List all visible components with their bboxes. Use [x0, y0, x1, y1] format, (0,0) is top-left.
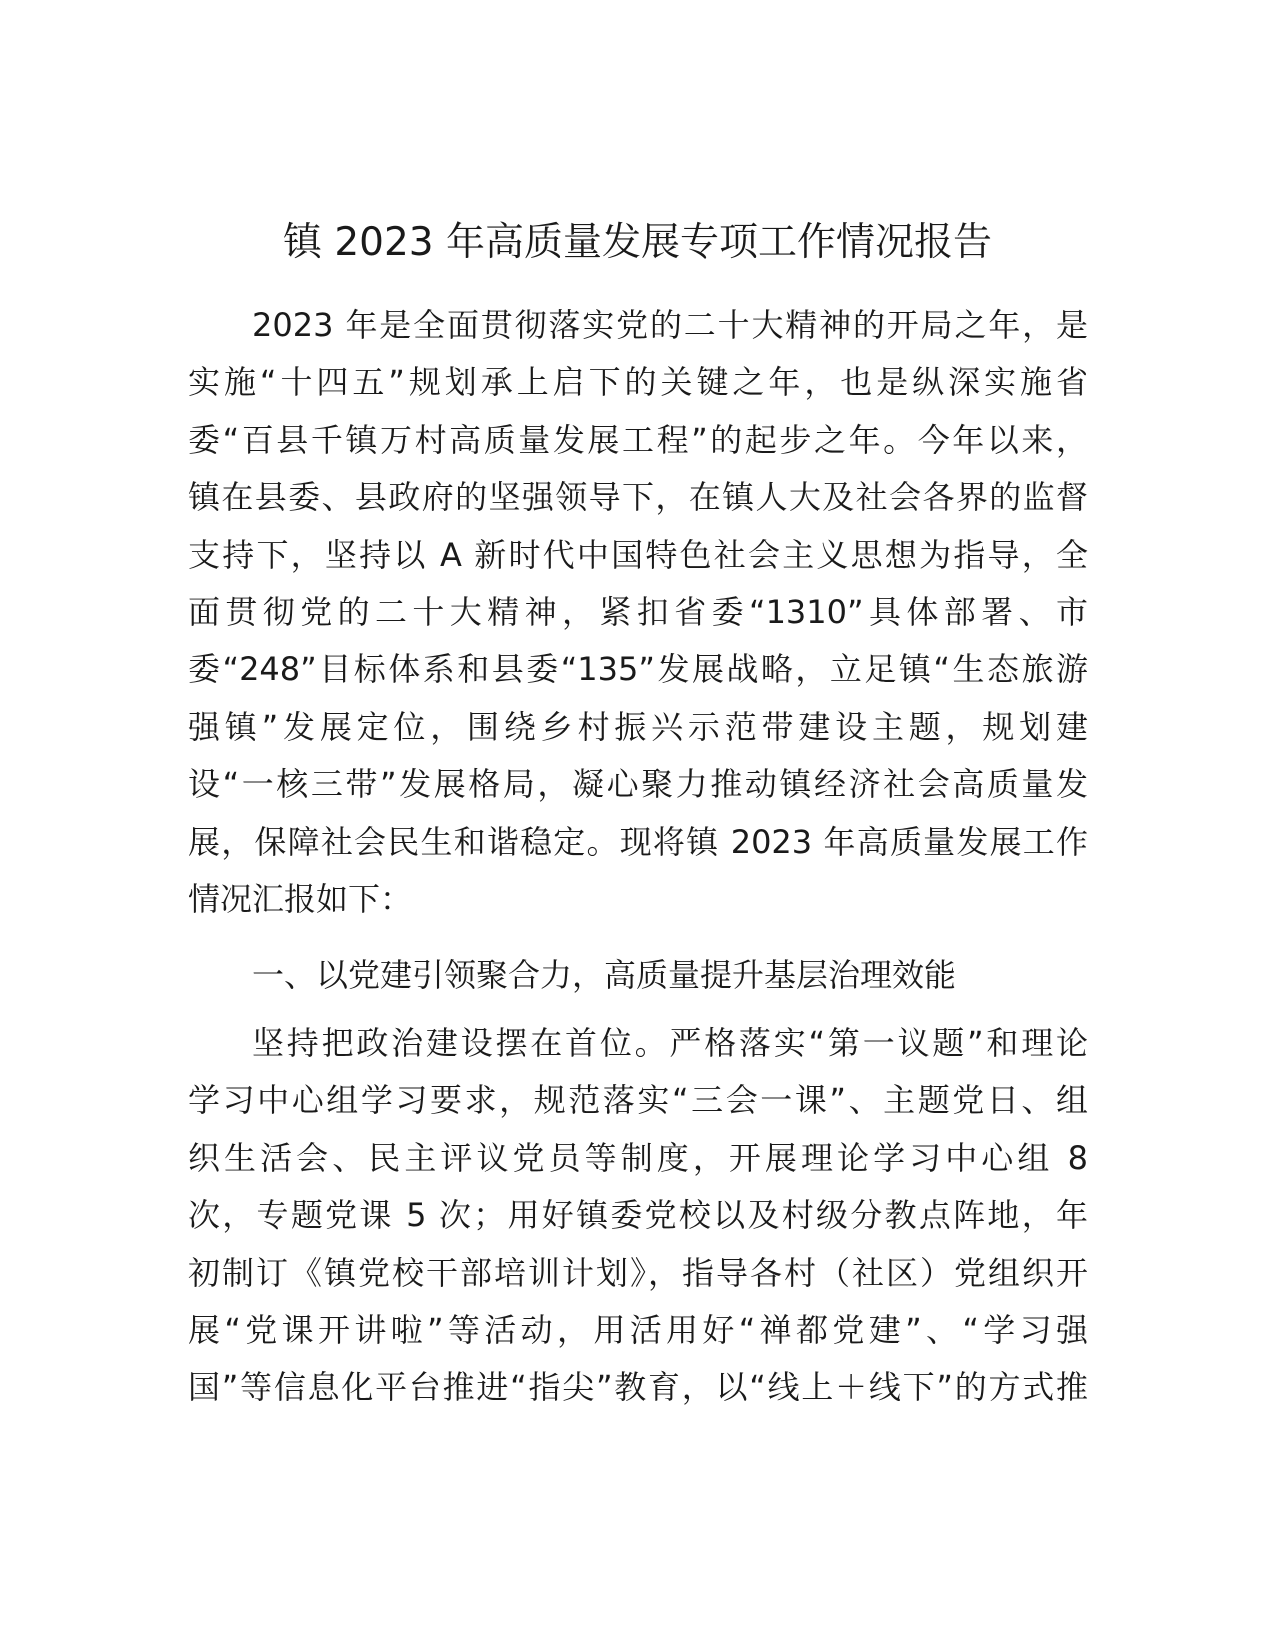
paragraph-line: 实施“十四五”规划承上启下的关键之年，也是纵深实施省	[188, 363, 1088, 402]
paragraph-line: 面贯彻党的二十大精神，紧扣省委“1310”具体部署、市	[188, 593, 1088, 632]
paragraph-line: 2023 年是全面贯彻落实党的二十大精神的开局之年，是	[252, 306, 1088, 344]
paragraph-line: 委“248”目标体系和县委“135”发展战略，立足镇“生态旅游	[188, 650, 1088, 689]
paragraph-line: 次，专题党课 5 次；用好镇委党校以及村级分教点阵地，年	[188, 1196, 1088, 1235]
paragraph-line: 学习中心组学习要求，规范落实“三会一课”、主题党日、组	[188, 1081, 1088, 1120]
paragraph-line: 初制订《镇党校干部培训计划》，指导各村（社区）党组织开	[188, 1253, 1088, 1292]
section-heading-text: 一、以党建引领聚合力，高质量提升基层治理效能	[252, 956, 957, 994]
paragraph-line: 情况汇报如下：	[188, 880, 413, 919]
paragraph-line: 支持下，坚持以 A 新时代中国特色社会主义思想为指导，全	[188, 535, 1088, 574]
paragraph-line: 坚持把政治建设摆在首位。严格落实“第一议题”和理论	[252, 1024, 1088, 1062]
section-heading	[188, 947, 1088, 1004]
section-paragraph	[188, 1015, 1088, 1417]
document-title: 镇 2023 年高质量发展专项工作情况报告	[282, 220, 993, 265]
paragraph-line: 织生活会、民主评议党员等制度，开展理论学习中心组 8	[188, 1138, 1088, 1177]
paragraph-line: 国”等信息化平台推进“指尖”教育，以“线上＋线下”的方式推	[188, 1368, 1088, 1407]
paragraph-line: 展，保障社会民生和谐稳定。现将镇 2023 年高质量发展工作	[188, 822, 1088, 861]
paragraph-line: 展“党课开讲啦”等活动，用活用好“禅都党建”、“学习强	[188, 1311, 1088, 1350]
paragraph-line: 设“一核三带”发展格局，凝心聚力推动镇经济社会高质量发	[188, 765, 1088, 804]
paragraph-line: 镇在县委、县政府的坚强领导下，在镇人大及社会各界的监督	[188, 478, 1088, 517]
paragraph-line: 委“百县千镇万村高质量发展工程”的起步之年。今年以来，	[188, 420, 1088, 459]
paragraph-line: 强镇”发展定位，围绕乡村振兴示范带建设主题，规划建	[188, 707, 1088, 746]
intro-paragraph	[188, 297, 1088, 928]
